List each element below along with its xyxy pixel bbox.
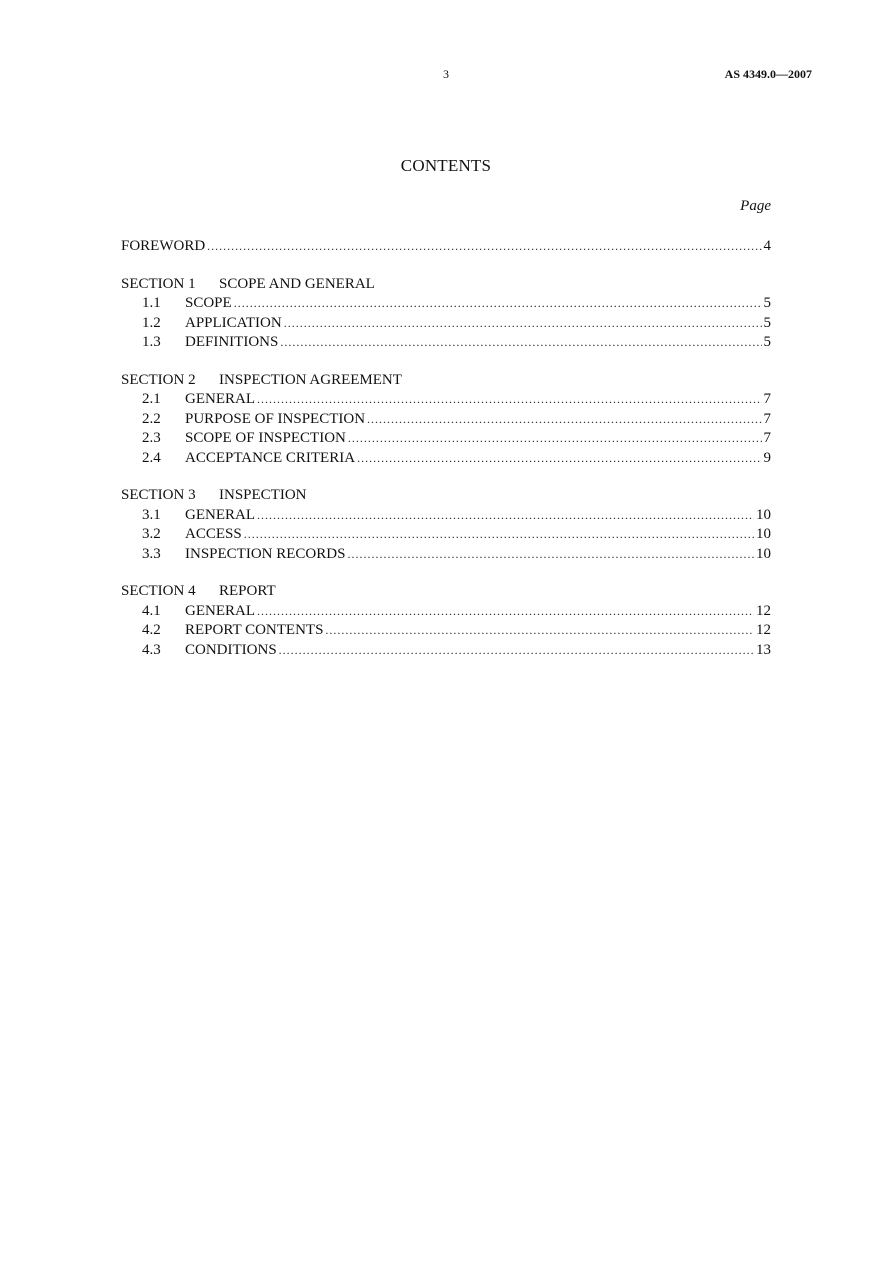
toc-entry-page: 5 bbox=[763, 295, 771, 311]
toc-entry-title: FOREWORD bbox=[121, 238, 206, 254]
dot-leader bbox=[257, 602, 754, 622]
toc-entry-number: 1.1 bbox=[142, 295, 161, 311]
toc-entry-page: 4 bbox=[763, 238, 771, 254]
toc-entry-number: 3.3 bbox=[142, 545, 161, 562]
toc-entry[interactable] bbox=[121, 429, 771, 449]
toc-entry-page: 7 bbox=[763, 391, 771, 407]
toc-entry-title: GENERAL bbox=[185, 506, 255, 523]
section-title: SCOPE AND GENERAL bbox=[219, 275, 375, 292]
section-title: INSPECTION AGREEMENT bbox=[219, 371, 402, 388]
contents-title: CONTENTS bbox=[400, 156, 492, 175]
toc-entry-number: 2.3 bbox=[142, 430, 161, 446]
toc-entry[interactable] bbox=[121, 506, 771, 526]
dot-leader bbox=[257, 390, 762, 410]
toc-entry[interactable] bbox=[121, 602, 771, 622]
section-title: REPORT bbox=[219, 583, 276, 599]
toc-entry-number: 3.1 bbox=[142, 506, 161, 523]
dot-leader bbox=[348, 429, 762, 449]
toc-entry-number: 4.1 bbox=[142, 602, 161, 619]
dot-leader bbox=[280, 333, 761, 353]
section-heading[interactable] bbox=[121, 582, 771, 602]
dot-leader bbox=[284, 314, 762, 334]
toc-entry-number: 4.2 bbox=[142, 622, 161, 638]
page-number: 3 bbox=[443, 67, 449, 81]
toc-entry-title: PURPOSE OF INSPECTION bbox=[185, 410, 366, 427]
toc-entry-title: GENERAL bbox=[185, 602, 255, 619]
toc-entry-page: 12 bbox=[756, 602, 771, 619]
dot-leader bbox=[367, 410, 761, 430]
toc-entry[interactable] bbox=[121, 390, 771, 410]
toc-entry[interactable] bbox=[121, 333, 771, 353]
toc-entry-title: SCOPE bbox=[185, 295, 232, 311]
toc-entry[interactable] bbox=[121, 545, 771, 565]
dot-leader bbox=[207, 237, 761, 257]
toc-entry-title: SCOPE OF INSPECTION bbox=[185, 430, 346, 446]
toc-entry-foreword[interactable] bbox=[121, 237, 771, 257]
toc-entry[interactable] bbox=[121, 294, 771, 314]
section-label: SECTION 3 bbox=[121, 487, 196, 503]
toc-entry-page: 13 bbox=[756, 641, 771, 658]
toc-entry-number: 2.2 bbox=[142, 410, 161, 427]
section-heading[interactable] bbox=[121, 275, 771, 295]
toc-entry-title: REPORT CONTENTS bbox=[185, 622, 324, 638]
toc-entry-title: CONDITIONS bbox=[185, 641, 277, 658]
section-title: INSPECTION bbox=[219, 487, 307, 503]
section-label: SECTION 1 bbox=[121, 275, 196, 292]
toc-entry-number: 2.1 bbox=[142, 391, 161, 407]
table-of-contents bbox=[121, 237, 771, 660]
toc-entry-title: ACCEPTANCE CRITERIA bbox=[185, 449, 356, 466]
section-heading[interactable] bbox=[121, 371, 771, 391]
toc-entry[interactable] bbox=[121, 621, 771, 641]
toc-entry-page: 10 bbox=[756, 526, 771, 542]
dot-leader bbox=[234, 294, 762, 314]
toc-entry-title: INSPECTION RECORDS bbox=[185, 545, 346, 562]
toc-entry[interactable] bbox=[121, 641, 771, 661]
page-column-label: Page bbox=[740, 198, 771, 214]
dot-leader bbox=[357, 449, 761, 469]
toc-entry-number: 3.2 bbox=[142, 526, 161, 542]
toc-entry-number: 4.3 bbox=[142, 641, 161, 658]
toc-entry-page: 7 bbox=[763, 410, 771, 427]
toc-entry-page: 10 bbox=[756, 506, 771, 523]
toc-entry-page: 5 bbox=[763, 314, 771, 331]
toc-entry[interactable] bbox=[121, 449, 771, 469]
dot-leader bbox=[279, 641, 754, 661]
toc-entry-page: 5 bbox=[763, 334, 771, 350]
toc-entry-title: ACCESS bbox=[185, 526, 242, 542]
toc-entry-number: 1.3 bbox=[142, 334, 161, 350]
toc-entry-number: 1.2 bbox=[142, 314, 161, 331]
toc-entry-title: APPLICATION bbox=[185, 314, 282, 331]
dot-leader bbox=[244, 525, 754, 545]
dot-leader bbox=[347, 545, 754, 565]
toc-entry-page: 12 bbox=[756, 622, 771, 638]
toc-entry[interactable] bbox=[121, 314, 771, 334]
toc-entry[interactable] bbox=[121, 410, 771, 430]
section-label: SECTION 4 bbox=[121, 583, 196, 599]
toc-entry[interactable] bbox=[121, 525, 771, 545]
standard-id: AS 4349.0—2007 bbox=[724, 67, 812, 81]
section-heading[interactable] bbox=[121, 486, 771, 506]
dot-leader bbox=[257, 506, 754, 526]
toc-entry-title: GENERAL bbox=[185, 391, 255, 407]
section-label: SECTION 2 bbox=[121, 371, 196, 388]
toc-entry-page: 7 bbox=[763, 430, 771, 446]
toc-entry-page: 9 bbox=[763, 449, 771, 466]
toc-entry-page: 10 bbox=[756, 545, 771, 562]
toc-entry-number: 2.4 bbox=[142, 449, 161, 466]
dot-leader bbox=[325, 621, 754, 641]
toc-entry-title: DEFINITIONS bbox=[185, 334, 279, 350]
